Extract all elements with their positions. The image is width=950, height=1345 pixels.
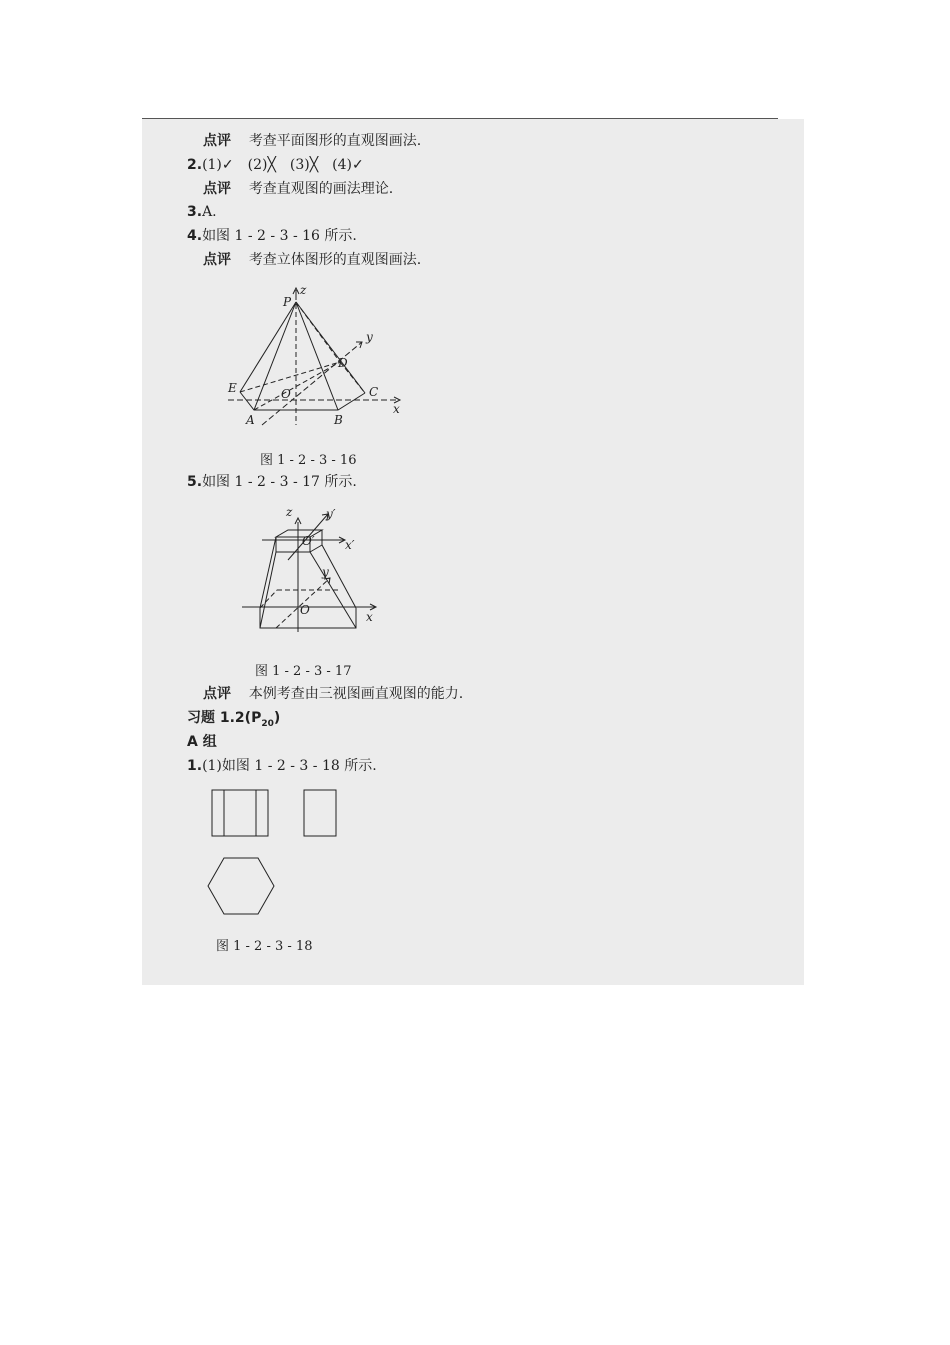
edge-left-front bbox=[260, 552, 276, 628]
top-face bbox=[276, 530, 322, 537]
question-number: 5. bbox=[187, 474, 203, 490]
remark-tag: 点评 bbox=[203, 181, 231, 197]
label-x: x bbox=[366, 610, 373, 624]
figure-caption-17: 图 1 - 2 - 3 - 17 bbox=[255, 664, 352, 679]
remark-tag: 点评 bbox=[203, 686, 231, 702]
remark-tag: 点评 bbox=[203, 252, 231, 268]
remark-text: 考查平面图形的直观图画法. bbox=[248, 133, 422, 149]
section-title-close: ) bbox=[273, 710, 281, 726]
top-view-hexagon bbox=[208, 858, 274, 914]
group-label: A 组 bbox=[187, 734, 217, 750]
figure-1-2-3-16 bbox=[220, 283, 420, 433]
bottom-back-left bbox=[260, 590, 277, 608]
remark-1 bbox=[203, 132, 421, 150]
label-O: O bbox=[300, 603, 310, 617]
remark-5 bbox=[203, 685, 463, 703]
remark-text: 考查直观图的画法理论. bbox=[248, 181, 394, 197]
label-E: E bbox=[228, 381, 237, 395]
y-axis bbox=[262, 342, 362, 425]
question-number: 3. bbox=[187, 204, 203, 220]
label-O: O bbox=[281, 387, 291, 401]
question-text: 如图 1 - 2 - 3 - 17 所示. bbox=[202, 474, 357, 490]
question-text: (1)✓ (2)╳ (3)╳ (4)✓ bbox=[202, 157, 364, 173]
question-2 bbox=[187, 156, 364, 174]
label-y: y bbox=[366, 330, 373, 344]
label-z: z bbox=[286, 505, 293, 519]
figure-1-2-3-17 bbox=[238, 502, 398, 642]
remark-2 bbox=[203, 180, 393, 198]
front-view bbox=[212, 790, 268, 836]
remark-text: 考查立体图形的直观图画法. bbox=[248, 252, 422, 268]
base-front-edges bbox=[240, 392, 365, 410]
remark-tag: 点评 bbox=[203, 133, 231, 149]
label-A: A bbox=[246, 413, 255, 427]
label-B: B bbox=[334, 413, 343, 427]
figure-1-2-3-18 bbox=[205, 785, 345, 925]
question-3 bbox=[187, 203, 217, 221]
section-title bbox=[187, 709, 280, 733]
question-number: 2. bbox=[187, 157, 203, 173]
question-text: (1)如图 1 - 2 - 3 - 18 所示. bbox=[202, 758, 377, 774]
remark-4 bbox=[203, 251, 421, 269]
question-text: A. bbox=[202, 204, 217, 220]
question-1 bbox=[187, 757, 377, 775]
label-y-prime: y′ bbox=[326, 507, 336, 521]
remark-text: 本例考查由三视图画直观图的能力. bbox=[248, 686, 464, 702]
question-5 bbox=[187, 473, 357, 491]
section-title-sub: 20 bbox=[261, 718, 274, 729]
edge-PD bbox=[296, 302, 340, 362]
label-C: C bbox=[369, 385, 379, 399]
section-title-text: 习题 1.2(P bbox=[187, 710, 262, 726]
label-D: D bbox=[338, 356, 348, 370]
figure-caption-18: 图 1 - 2 - 3 - 18 bbox=[216, 939, 313, 954]
figure-caption-16: 图 1 - 2 - 3 - 16 bbox=[260, 453, 357, 468]
base-diagonal bbox=[254, 362, 340, 410]
question-number: 1. bbox=[187, 758, 203, 774]
label-z: z bbox=[300, 283, 307, 297]
edge-PE bbox=[240, 302, 296, 392]
edge-PB bbox=[296, 302, 338, 410]
label-P: P bbox=[283, 295, 292, 309]
side-view bbox=[304, 790, 336, 836]
question-text: 如图 1 - 2 - 3 - 16 所示. bbox=[202, 228, 357, 244]
question-number: 4. bbox=[187, 228, 203, 244]
question-4 bbox=[187, 227, 357, 245]
label-y: y bbox=[322, 565, 329, 579]
label-O-prime: O′ bbox=[302, 534, 315, 548]
edge-right-front bbox=[310, 552, 356, 628]
label-x-prime: x′ bbox=[345, 538, 355, 552]
label-x: x bbox=[393, 402, 400, 416]
edge-left-back bbox=[260, 537, 276, 608]
